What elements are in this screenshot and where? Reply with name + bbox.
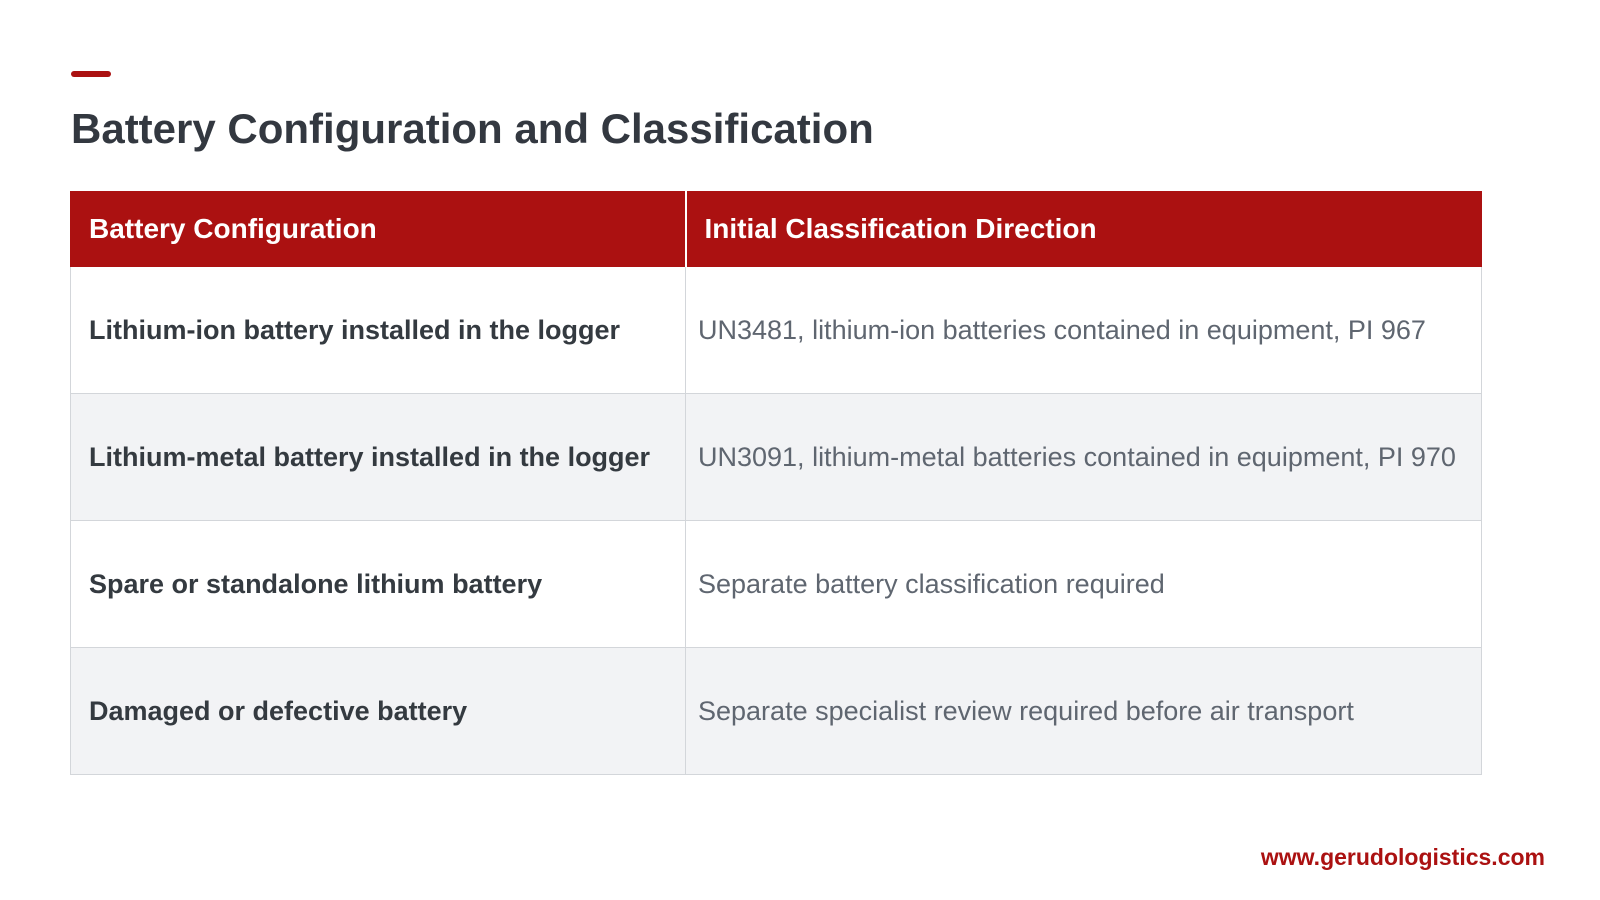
configuration-cell: Spare or standalone lithium battery	[71, 521, 686, 648]
table-header-row	[71, 192, 1482, 267]
page-title: Battery Configuration and Classification	[71, 105, 874, 152]
configuration-cell: Lithium-ion battery installed in the logger	[71, 267, 686, 394]
table-row	[71, 267, 1482, 394]
column-header-direction: Initial Classification Direction	[686, 192, 1482, 267]
direction-cell: UN3481, lithium-ion batteries contained in equipment, PI 967	[686, 267, 1482, 394]
direction-cell: Separate battery classification required	[686, 521, 1482, 648]
column-header-configuration: Battery Configuration	[71, 192, 686, 267]
direction-cell: Separate specialist review required before air transport	[686, 648, 1482, 775]
footer-website-url: www.gerudologistics.com	[1260, 844, 1545, 870]
table-row	[71, 394, 1482, 521]
direction-cell: UN3091, lithium-metal batteries contained in equipment, PI 970	[686, 394, 1482, 521]
table-row	[71, 648, 1482, 775]
classification-table	[70, 191, 1482, 775]
title-accent-bar	[71, 71, 111, 77]
configuration-cell: Lithium-metal battery installed in the logger	[71, 394, 686, 521]
table-row	[71, 521, 1482, 648]
configuration-cell: Damaged or defective battery	[71, 648, 686, 775]
